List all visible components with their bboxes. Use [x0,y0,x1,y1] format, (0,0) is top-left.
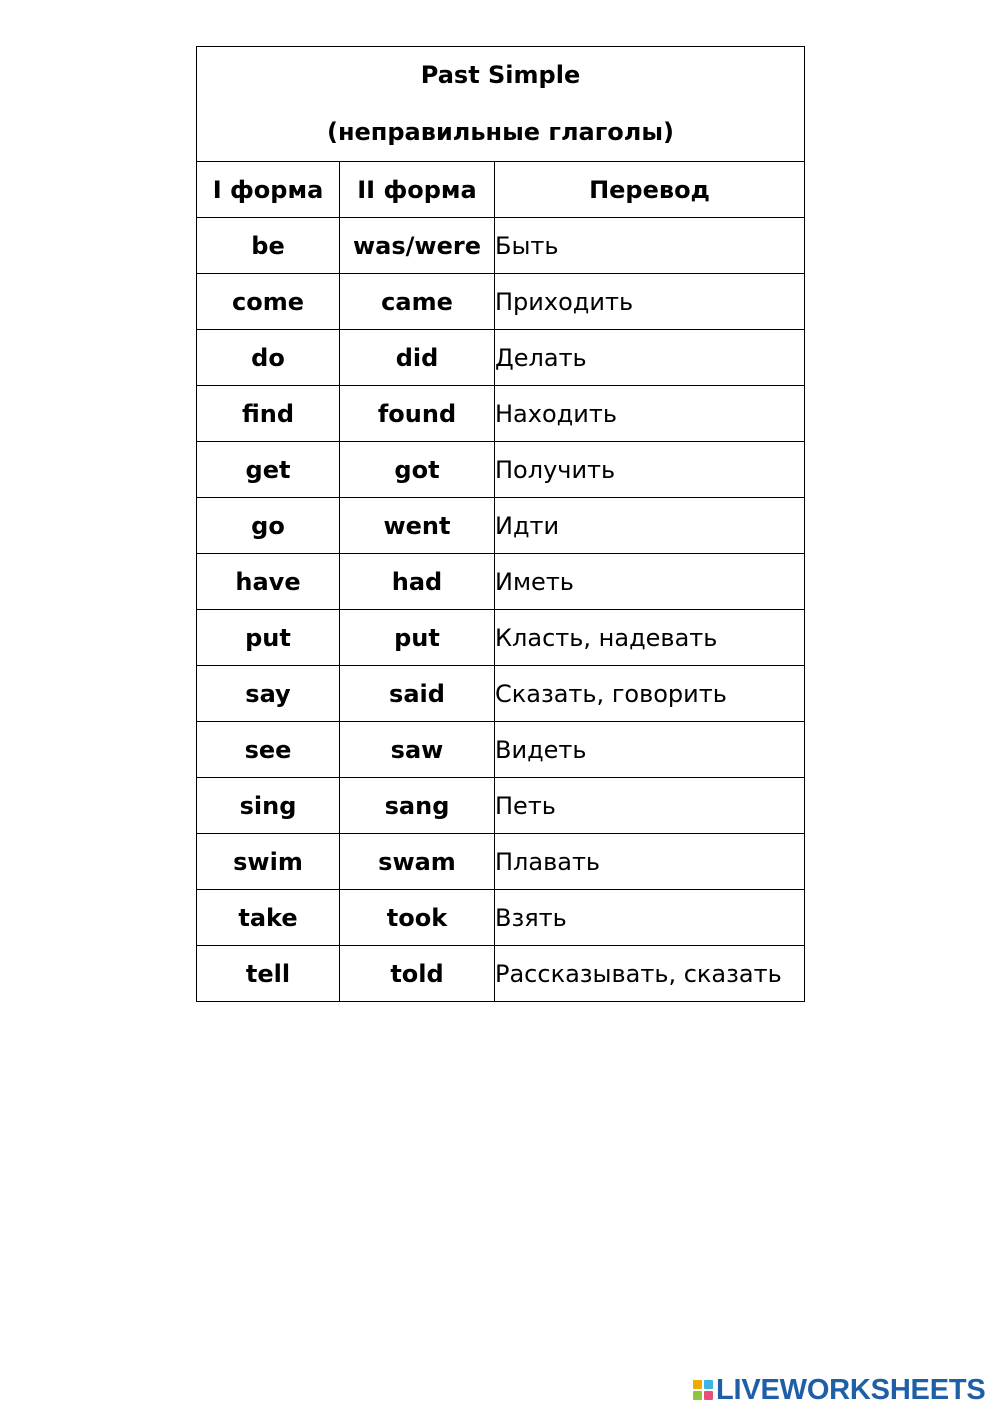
cell-translation: Сказать, говорить [495,666,805,722]
cell-translation: Видеть [495,722,805,778]
title-line-1: Past Simple [420,61,581,89]
table-row [197,218,805,274]
table-row [197,946,805,1002]
table-row [197,778,805,834]
cell-form2: came [340,274,495,330]
header-form2: II форма [340,162,495,218]
cell-form1: put [197,610,340,666]
table-row [197,442,805,498]
cell-form1: see [197,722,340,778]
cell-translation: Находить [495,386,805,442]
table-row [197,834,805,890]
cell-form2: said [340,666,495,722]
logo-square [704,1380,713,1389]
cell-form1: tell [197,946,340,1002]
table-title [197,47,805,162]
title-line-2: (неправильные глаголы) [326,118,675,146]
cell-form1: come [197,274,340,330]
cell-form2: put [340,610,495,666]
cell-translation: Взять [495,890,805,946]
cell-form1: get [197,442,340,498]
title-row [197,47,805,162]
header-form1: I форма [197,162,340,218]
cell-form2: took [340,890,495,946]
cell-translation: Быть [495,218,805,274]
cell-translation: Получить [495,442,805,498]
cell-form2: swam [340,834,495,890]
cell-form2: had [340,554,495,610]
table-row [197,274,805,330]
logo-text: LIVEWORKSHEETS [716,1373,986,1406]
liveworksheets-logo [693,1374,986,1406]
table-row [197,722,805,778]
cell-form2: saw [340,722,495,778]
logo-square [693,1380,702,1389]
cell-form1: be [197,218,340,274]
table-row [197,890,805,946]
cell-form2: was/were [340,218,495,274]
table-row [197,666,805,722]
table-row [197,554,805,610]
cell-form1: say [197,666,340,722]
cell-form2: sang [340,778,495,834]
verb-rows [197,218,805,1002]
table-row [197,386,805,442]
cell-form1: swim [197,834,340,890]
cell-form2: told [340,946,495,1002]
cell-form2: got [340,442,495,498]
cell-form1: find [197,386,340,442]
cell-form1: do [197,330,340,386]
cell-form2: did [340,330,495,386]
cell-translation: Петь [495,778,805,834]
cell-form2: found [340,386,495,442]
logo-square [704,1391,713,1400]
cell-translation: Приходить [495,274,805,330]
logo-mark-icon [693,1380,713,1400]
logo-square [693,1391,702,1400]
table-row [197,610,805,666]
header-row [197,162,805,218]
cell-form1: take [197,890,340,946]
cell-translation: Рассказывать, сказать [495,946,805,1002]
cell-translation: Делать [495,330,805,386]
cell-form1: go [197,498,340,554]
cell-form1: sing [197,778,340,834]
header-translation: Перевод [495,162,805,218]
cell-form1: have [197,554,340,610]
table-row [197,330,805,386]
irregular-verbs-table [196,46,805,1002]
cell-translation: Иметь [495,554,805,610]
cell-translation: Идти [495,498,805,554]
cell-form2: went [340,498,495,554]
table-row [197,498,805,554]
cell-translation: Плавать [495,834,805,890]
cell-translation: Класть, надевать [495,610,805,666]
